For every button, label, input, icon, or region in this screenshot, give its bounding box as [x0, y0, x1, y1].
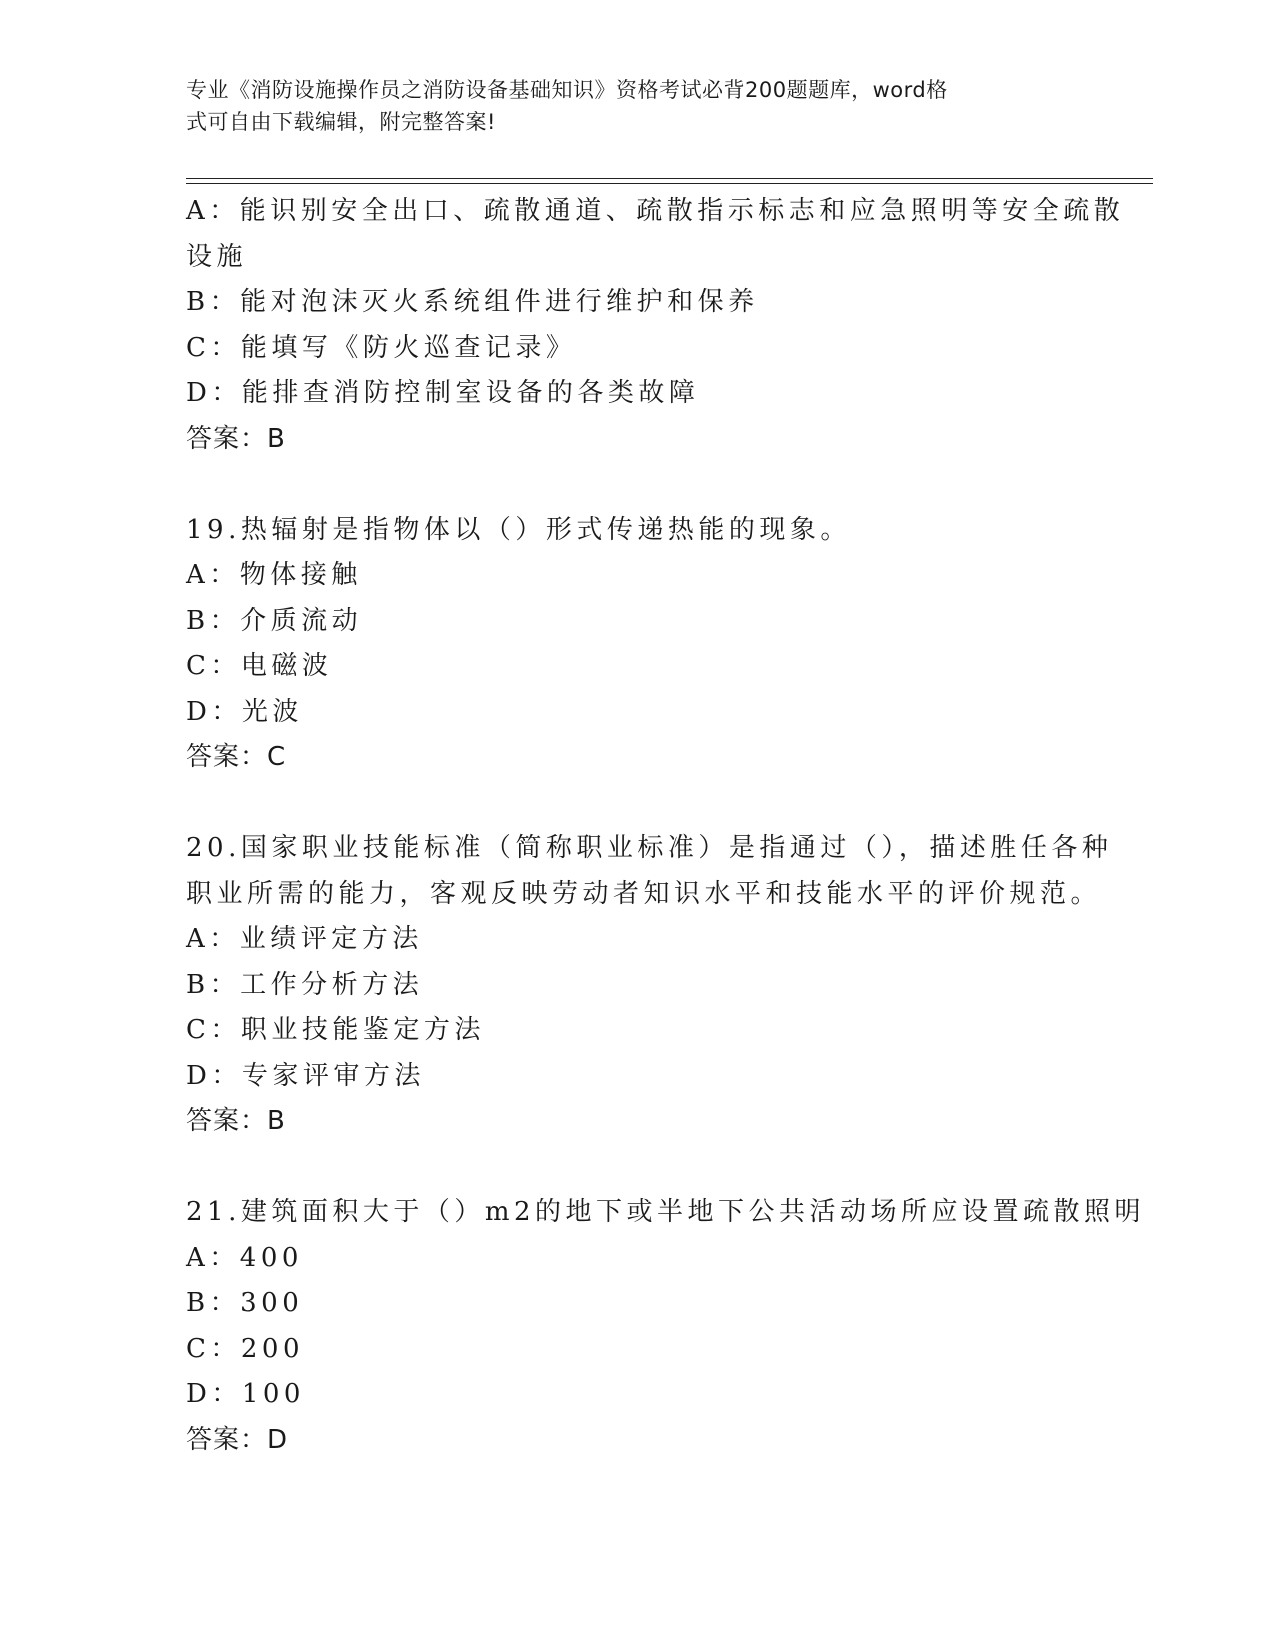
header-line-1: 专业《消防设施操作员之消防设备基础知识》资格考试必背200题题库，word格 — [186, 78, 948, 102]
answer-line: 答案：B — [186, 1106, 286, 1136]
option-a: A：业绩评定方法 — [186, 924, 423, 954]
spacer — [186, 462, 1086, 508]
option-b: B：介质流动 — [186, 605, 363, 636]
option-d: D：100 — [186, 1379, 305, 1409]
option-c: C：能填写《防火巡查记录》 — [186, 332, 577, 363]
option-c: C：200 — [186, 1333, 305, 1364]
question-stem: 21.建筑面积大于（）m2的地下或半地下公共活动场所应设置疏散照明 — [186, 1197, 1146, 1227]
question-18-options — [186, 189, 1125, 462]
option-a: A：400 — [186, 1242, 303, 1273]
question-content — [186, 189, 1146, 1463]
option-c: C：电磁波 — [186, 651, 333, 681]
question-21 — [186, 1190, 1146, 1463]
header-divider-top — [186, 178, 1153, 179]
document-header — [186, 74, 1066, 138]
header-line-2: 式可自由下载编辑，附完整答案! — [186, 110, 496, 134]
option-c: C：职业技能鉴定方法 — [186, 1015, 485, 1045]
answer-line: 答案：D — [186, 1424, 289, 1455]
option-a: A：物体接触 — [186, 560, 362, 590]
option-a-line-1: A：能识别安全出口、疏散通道、疏散指示标志和应急照明等安全疏散 — [186, 196, 1125, 226]
question-19 — [186, 508, 1086, 781]
question-20 — [186, 826, 1113, 1145]
question-stem-line-1: 20.国家职业技能标准（简称职业标准）是指通过（），描述胜任各种 — [186, 833, 1113, 863]
header-divider-bottom — [186, 183, 1153, 184]
option-d: D：光波 — [186, 696, 303, 727]
option-b: B：300 — [186, 1288, 304, 1318]
spacer — [186, 781, 1086, 827]
question-stem: 19.热辐射是指物体以（）形式传递热能的现象。 — [186, 514, 851, 545]
answer-line: 答案：B — [186, 423, 286, 454]
spacer — [186, 1145, 1086, 1191]
option-d: D：专家评审方法 — [186, 1060, 425, 1091]
answer-line: 答案：C — [186, 742, 287, 772]
option-b: B：能对泡沫灭火系统组件进行维护和保养 — [186, 287, 759, 317]
question-stem-line-2: 职业所需的能力，客观反映劳动者知识水平和技能水平的评价规范。 — [186, 878, 1102, 909]
option-d: D：能排查消防控制室设备的各类故障 — [186, 378, 700, 408]
option-a-line-2: 设施 — [186, 241, 248, 272]
option-b: B：工作分析方法 — [186, 969, 424, 1000]
